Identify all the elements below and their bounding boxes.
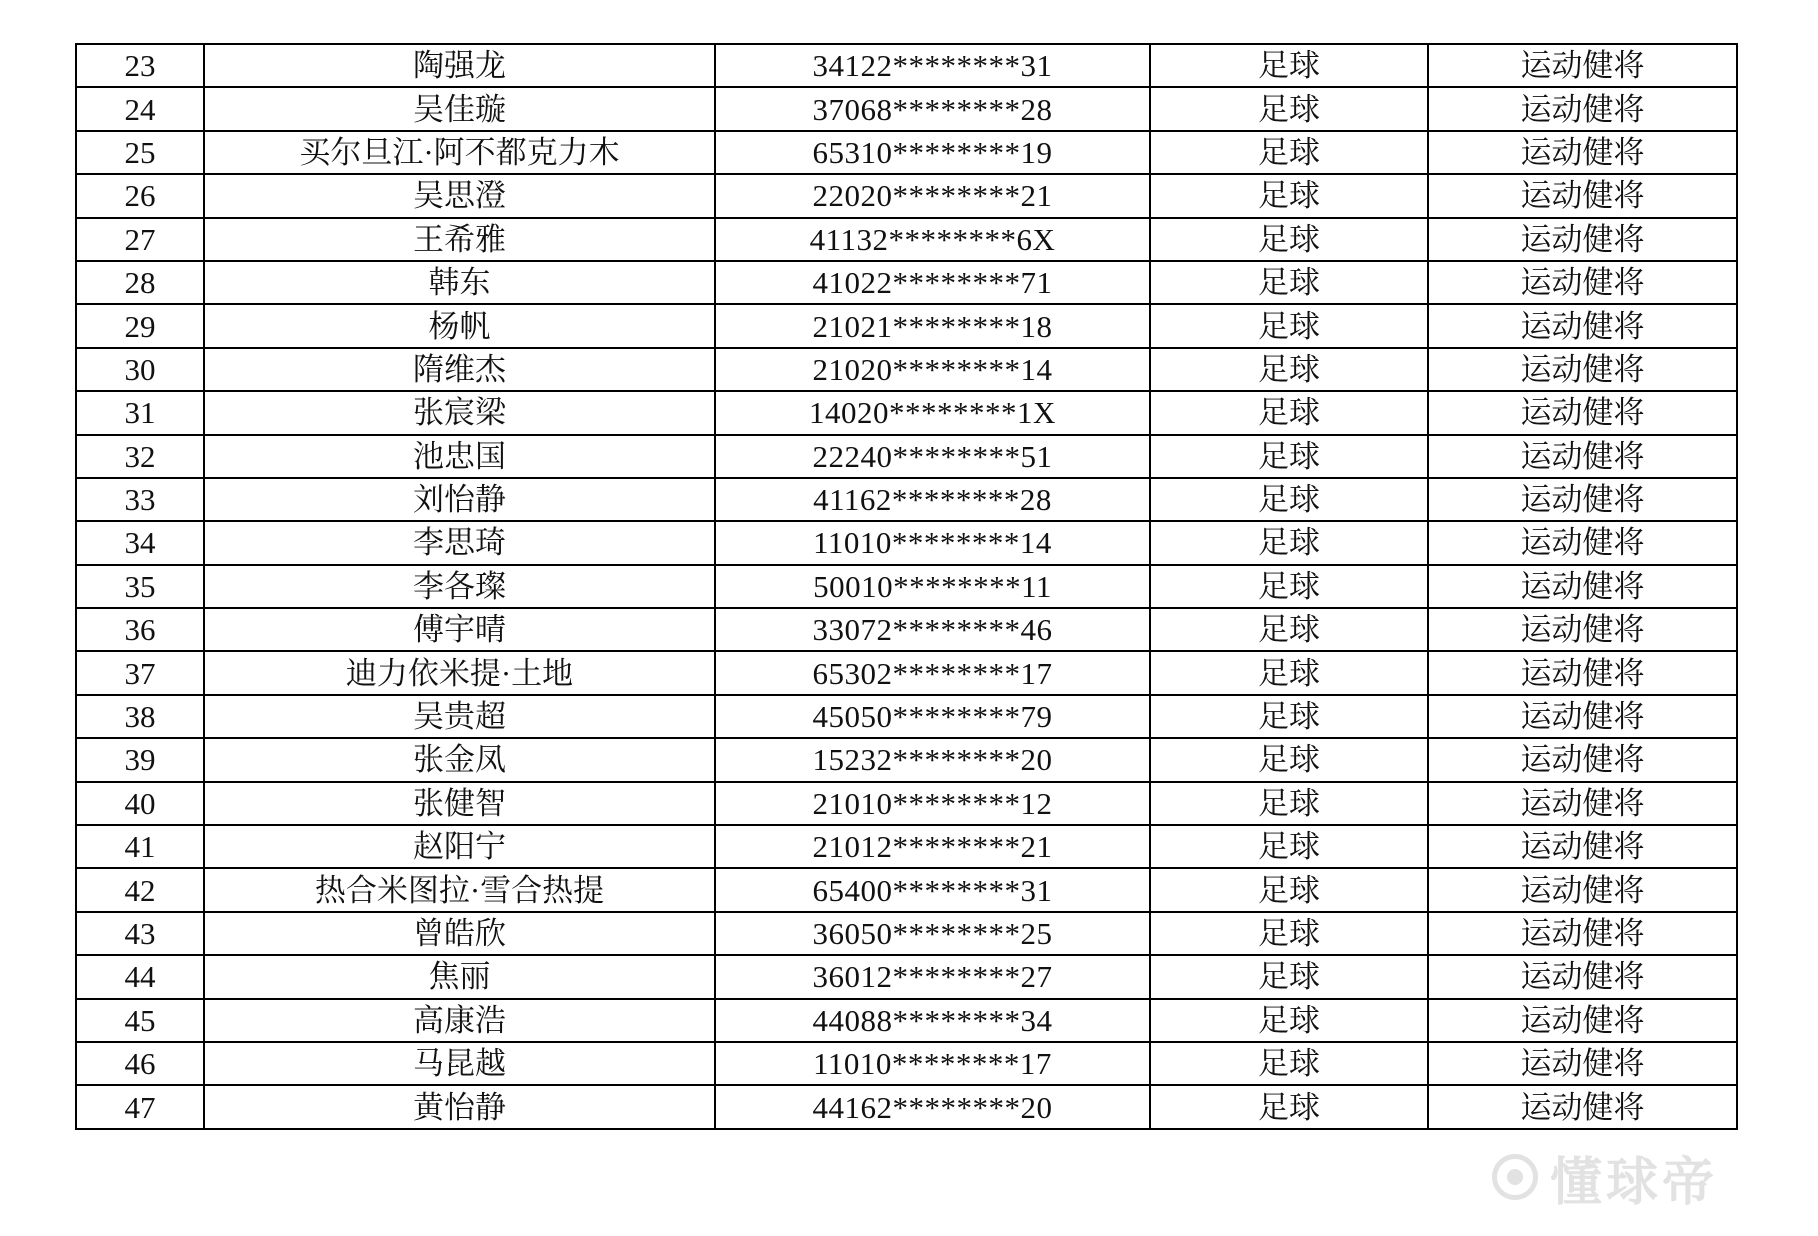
- title-cell: 运动健将: [1428, 131, 1737, 174]
- name-cell: 曾皓欣: [204, 912, 715, 955]
- row-number-cell: 40: [76, 782, 204, 825]
- title-cell: 运动健将: [1428, 825, 1737, 868]
- title-cell: 运动健将: [1428, 955, 1737, 998]
- title-cell: 运动健将: [1428, 651, 1737, 694]
- table-row: [76, 955, 1737, 998]
- id-number-cell: 21012********21: [715, 825, 1150, 868]
- name-cell: 黄怡静: [204, 1085, 715, 1128]
- name-cell: 赵阳宁: [204, 825, 715, 868]
- sport-cell: 足球: [1150, 174, 1428, 217]
- row-number-cell: 27: [76, 218, 204, 261]
- table-row: [76, 912, 1737, 955]
- table-row: [76, 521, 1737, 564]
- sport-cell: 足球: [1150, 478, 1428, 521]
- name-cell: 吴思澄: [204, 174, 715, 217]
- table-row: [76, 218, 1737, 261]
- table-row: [76, 44, 1737, 87]
- sport-cell: 足球: [1150, 87, 1428, 130]
- sport-cell: 足球: [1150, 782, 1428, 825]
- sport-cell: 足球: [1150, 651, 1428, 694]
- table-row: [76, 131, 1737, 174]
- row-number-cell: 47: [76, 1085, 204, 1128]
- sport-cell: 足球: [1150, 868, 1428, 911]
- row-number-cell: 44: [76, 955, 204, 998]
- title-cell: 运动健将: [1428, 1085, 1737, 1128]
- table-row: [76, 651, 1737, 694]
- row-number-cell: 32: [76, 435, 204, 478]
- name-cell: 张健智: [204, 782, 715, 825]
- table-row: [76, 999, 1737, 1042]
- title-cell: 运动健将: [1428, 218, 1737, 261]
- name-cell: 吴佳璇: [204, 87, 715, 130]
- row-number-cell: 35: [76, 565, 204, 608]
- id-number-cell: 21010********12: [715, 782, 1150, 825]
- row-number-cell: 37: [76, 651, 204, 694]
- name-cell: 李思琦: [204, 521, 715, 564]
- id-number-cell: 44162********20: [715, 1085, 1150, 1128]
- table-row: [76, 348, 1737, 391]
- sport-cell: 足球: [1150, 1042, 1428, 1085]
- title-cell: 运动健将: [1428, 695, 1737, 738]
- name-cell: 傅宇晴: [204, 608, 715, 651]
- table-row: [76, 478, 1737, 521]
- id-number-cell: 50010********11: [715, 565, 1150, 608]
- sport-cell: 足球: [1150, 565, 1428, 608]
- sport-cell: 足球: [1150, 608, 1428, 651]
- id-number-cell: 22240********51: [715, 435, 1150, 478]
- id-number-cell: 22020********21: [715, 174, 1150, 217]
- row-number-cell: 39: [76, 738, 204, 781]
- row-number-cell: 26: [76, 174, 204, 217]
- name-cell: 隋维杰: [204, 348, 715, 391]
- table-row: [76, 608, 1737, 651]
- table-row: [76, 738, 1737, 781]
- sport-cell: 足球: [1150, 304, 1428, 347]
- name-cell: 刘怡静: [204, 478, 715, 521]
- title-cell: 运动健将: [1428, 608, 1737, 651]
- title-cell: 运动健将: [1428, 565, 1737, 608]
- watermark-text: 懂球帝: [1550, 1152, 1719, 1213]
- row-number-cell: 41: [76, 825, 204, 868]
- id-number-cell: 65400********31: [715, 868, 1150, 911]
- sport-cell: 足球: [1150, 955, 1428, 998]
- row-number-cell: 46: [76, 1042, 204, 1085]
- sport-cell: 足球: [1150, 131, 1428, 174]
- row-number-cell: 42: [76, 868, 204, 911]
- name-cell: 王希雅: [204, 218, 715, 261]
- name-cell: 陶强龙: [204, 44, 715, 87]
- id-number-cell: 15232********20: [715, 738, 1150, 781]
- row-number-cell: 23: [76, 44, 204, 87]
- row-number-cell: 45: [76, 999, 204, 1042]
- id-number-cell: 45050********79: [715, 695, 1150, 738]
- name-cell: 韩东: [204, 261, 715, 304]
- title-cell: 运动健将: [1428, 478, 1737, 521]
- name-cell: 杨帆: [204, 304, 715, 347]
- athlete-table-body: [76, 44, 1737, 1129]
- name-cell: 池忠国: [204, 435, 715, 478]
- title-cell: 运动健将: [1428, 304, 1737, 347]
- sport-cell: 足球: [1150, 218, 1428, 261]
- row-number-cell: 25: [76, 131, 204, 174]
- name-cell: 马昆越: [204, 1042, 715, 1085]
- table-row: [76, 1042, 1737, 1085]
- title-cell: 运动健将: [1428, 999, 1737, 1042]
- name-cell: 张宸梁: [204, 391, 715, 434]
- table-row: [76, 87, 1737, 130]
- row-number-cell: 36: [76, 608, 204, 651]
- title-cell: 运动健将: [1428, 44, 1737, 87]
- id-number-cell: 41022********71: [715, 261, 1150, 304]
- sport-cell: 足球: [1150, 738, 1428, 781]
- title-cell: 运动健将: [1428, 391, 1737, 434]
- sport-cell: 足球: [1150, 825, 1428, 868]
- row-number-cell: 29: [76, 304, 204, 347]
- table-row: [76, 825, 1737, 868]
- table-row: [76, 435, 1737, 478]
- table-row: [76, 782, 1737, 825]
- sport-cell: 足球: [1150, 912, 1428, 955]
- sport-cell: 足球: [1150, 521, 1428, 564]
- sport-cell: 足球: [1150, 1085, 1428, 1128]
- title-cell: 运动健将: [1428, 738, 1737, 781]
- row-number-cell: 43: [76, 912, 204, 955]
- name-cell: 买尔旦江·阿不都克力木: [204, 131, 715, 174]
- id-number-cell: 11010********14: [715, 521, 1150, 564]
- id-number-cell: 11010********17: [715, 1042, 1150, 1085]
- title-cell: 运动健将: [1428, 435, 1737, 478]
- title-cell: 运动健将: [1428, 87, 1737, 130]
- id-number-cell: 37068********28: [715, 87, 1150, 130]
- sport-cell: 足球: [1150, 44, 1428, 87]
- name-cell: 焦丽: [204, 955, 715, 998]
- id-number-cell: 41162********28: [715, 478, 1150, 521]
- sport-cell: 足球: [1150, 999, 1428, 1042]
- row-number-cell: 30: [76, 348, 204, 391]
- sport-cell: 足球: [1150, 391, 1428, 434]
- id-number-cell: 36012********27: [715, 955, 1150, 998]
- row-number-cell: 28: [76, 261, 204, 304]
- table-row: [76, 391, 1737, 434]
- title-cell: 运动健将: [1428, 521, 1737, 564]
- id-number-cell: 21020********14: [715, 348, 1150, 391]
- sport-cell: 足球: [1150, 348, 1428, 391]
- watermark: [1492, 1146, 1792, 1213]
- id-number-cell: 21021********18: [715, 304, 1150, 347]
- name-cell: 热合米图拉·雪合热提: [204, 868, 715, 911]
- title-cell: 运动健将: [1428, 348, 1737, 391]
- sport-cell: 足球: [1150, 695, 1428, 738]
- id-number-cell: 41132********6X: [715, 218, 1150, 261]
- name-cell: 张金凤: [204, 738, 715, 781]
- row-number-cell: 31: [76, 391, 204, 434]
- id-number-cell: 36050********25: [715, 912, 1150, 955]
- title-cell: 运动健将: [1428, 868, 1737, 911]
- id-number-cell: 14020********1X: [715, 391, 1150, 434]
- table-row: [76, 565, 1737, 608]
- table-row: [76, 174, 1737, 217]
- table-row: [76, 261, 1737, 304]
- logo-circle-icon: [1492, 1154, 1538, 1200]
- id-number-cell: 33072********46: [715, 608, 1150, 651]
- row-number-cell: 24: [76, 87, 204, 130]
- title-cell: 运动健将: [1428, 782, 1737, 825]
- name-cell: 迪力依米提·土地: [204, 651, 715, 694]
- table-row: [76, 1085, 1737, 1128]
- name-cell: 李各璨: [204, 565, 715, 608]
- id-number-cell: 44088********34: [715, 999, 1150, 1042]
- title-cell: 运动健将: [1428, 174, 1737, 217]
- row-number-cell: 33: [76, 478, 204, 521]
- sport-cell: 足球: [1150, 261, 1428, 304]
- title-cell: 运动健将: [1428, 912, 1737, 955]
- row-number-cell: 38: [76, 695, 204, 738]
- id-number-cell: 34122********31: [715, 44, 1150, 87]
- table-row: [76, 695, 1737, 738]
- table-row: [76, 304, 1737, 347]
- id-number-cell: 65310********19: [715, 131, 1150, 174]
- name-cell: 吴贵超: [204, 695, 715, 738]
- id-number-cell: 65302********17: [715, 651, 1150, 694]
- title-cell: 运动健将: [1428, 261, 1737, 304]
- sport-cell: 足球: [1150, 435, 1428, 478]
- row-number-cell: 34: [76, 521, 204, 564]
- title-cell: 运动健将: [1428, 1042, 1737, 1085]
- table-row: [76, 868, 1737, 911]
- name-cell: 高康浩: [204, 999, 715, 1042]
- athlete-table: [75, 43, 1738, 1130]
